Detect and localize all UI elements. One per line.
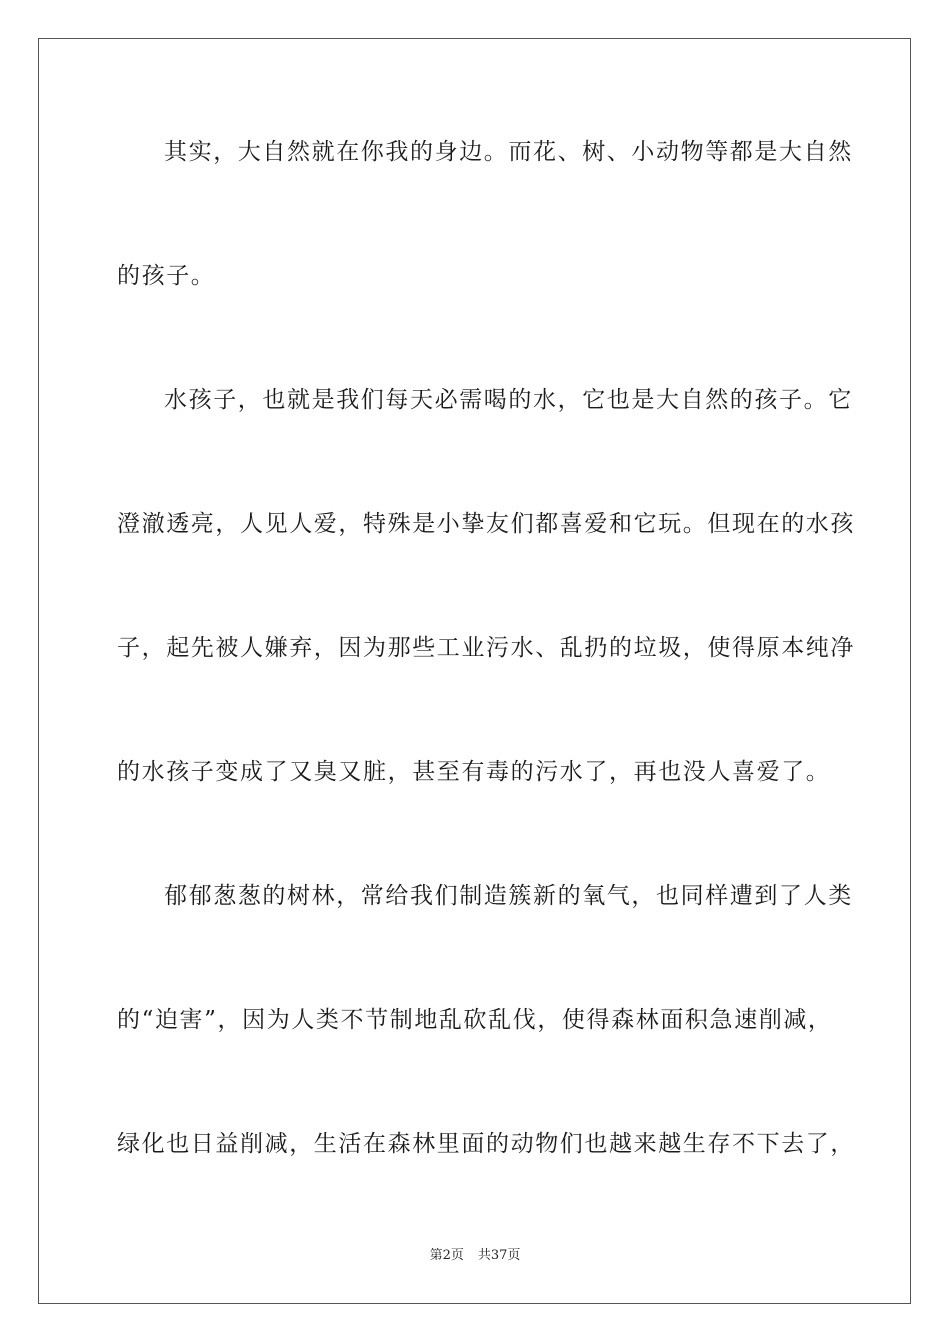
page-border [38,38,911,1304]
total-pages: 共37页 [477,1248,521,1263]
paragraph-line: 郁郁葱葱的树林，常给我们制造簇新的氧气，也同样遭到了人类 [164,883,853,909]
paragraph-line: 澄澈透亮，人见人爱，特殊是小挚友们都喜爱和它玩。但现在的水孩 [117,511,855,537]
paragraph-line: 的水孩子变成了又臭又脏，甚至有毒的污水了，再也没人喜爱了。 [117,759,831,785]
page-footer [0,1247,950,1265]
paragraph-line: 的“迫害”，因为人类不节制地乱砍乱伐，使得森林面积急速削减， [117,1007,833,1033]
page-number: 第2页 [429,1248,464,1263]
paragraph-line: 子，起先被人嫌弃，因为那些工业污水、乱扔的垃圾，使得原本纯净 [117,635,855,661]
paragraph-line: 水孩子，也就是我们每天必需喝的水，它也是大自然的孩子。它 [164,387,853,413]
paragraph-line: 绿化也日益削减，生活在森林里面的动物们也越来越生存不下去了， [117,1131,855,1157]
paragraph-line: 的孩子。 [117,263,216,289]
paragraph-line: 其实，大自然就在你我的身边。而花、树、小动物等都是大自然 [164,139,853,165]
